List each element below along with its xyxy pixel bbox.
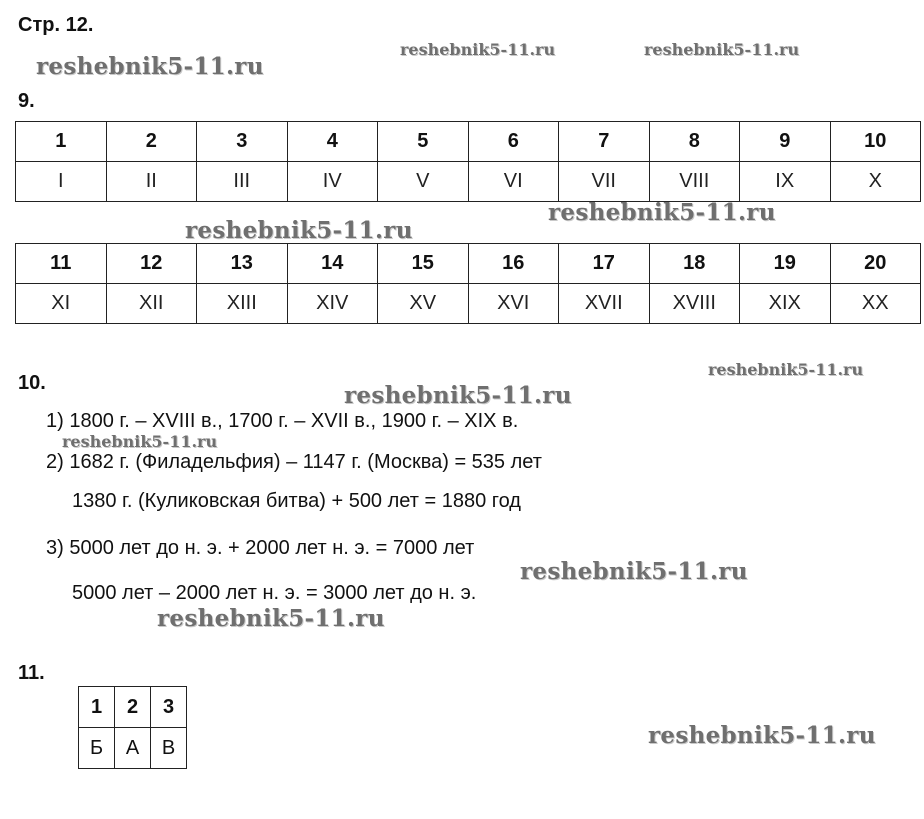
task-10-line-5: 5000 лет – 2000 лет н. э. = 3000 лет до н. э.	[72, 582, 477, 604]
answers-numbers-row	[79, 687, 187, 728]
table-cell: 17	[559, 244, 650, 284]
table-cell: 9	[740, 122, 831, 162]
task-10-line-3: 1380 г. (Куликовская битва) + 500 лет = 1880 год	[72, 490, 521, 512]
table-cell: 10	[830, 122, 921, 162]
watermark: reshebnik5-11.ru	[520, 558, 748, 585]
watermark: reshebnik5-11.ru	[708, 360, 864, 379]
table-cell: Б	[79, 728, 115, 769]
table-cell: V	[378, 162, 469, 202]
table-cell: X	[830, 162, 921, 202]
table-cell: VIII	[649, 162, 740, 202]
table-cell: 16	[468, 244, 559, 284]
table-cell: II	[106, 162, 197, 202]
table-cell: 1	[79, 687, 115, 728]
task-10-line-1: 1) 1800 г. – XVIII в., 1700 г. – XVII в., 1900 г. – XIX в.	[46, 410, 519, 432]
roman-table-1-numbers-row	[16, 122, 921, 162]
table-cell: IX	[740, 162, 831, 202]
table-cell: XVIII	[649, 284, 740, 324]
watermark: reshebnik5-11.ru	[400, 40, 556, 59]
table-cell: IV	[287, 162, 378, 202]
table-cell: 13	[197, 244, 288, 284]
roman-table-1	[15, 121, 921, 202]
watermark: reshebnik5-11.ru	[344, 382, 572, 409]
table-cell: А	[115, 728, 151, 769]
table-cell: III	[197, 162, 288, 202]
table-cell: 11	[16, 244, 107, 284]
table-cell: 3	[151, 687, 187, 728]
task-11-number: 11.	[18, 662, 45, 684]
task-10-number: 10.	[18, 372, 46, 394]
table-cell: XI	[16, 284, 107, 324]
answers-table	[78, 686, 187, 769]
watermark: reshebnik5-11.ru	[644, 40, 800, 59]
table-cell: 2	[106, 122, 197, 162]
page-label: Стр. 12.	[18, 14, 94, 36]
task-9-number: 9.	[18, 90, 35, 112]
table-cell: I	[16, 162, 107, 202]
roman-table-2-numbers-row	[16, 244, 921, 284]
roman-table-2	[15, 243, 921, 324]
table-cell: 18	[649, 244, 740, 284]
watermark: reshebnik5-11.ru	[62, 432, 218, 451]
table-cell: В	[151, 728, 187, 769]
table-cell: 19	[740, 244, 831, 284]
table-cell: 3	[197, 122, 288, 162]
watermark: reshebnik5-11.ru	[36, 53, 264, 80]
table-cell: XII	[106, 284, 197, 324]
table-cell: XVII	[559, 284, 650, 324]
table-cell: XX	[830, 284, 921, 324]
table-cell: 6	[468, 122, 559, 162]
watermark: reshebnik5-11.ru	[185, 217, 413, 244]
table-cell: 7	[559, 122, 650, 162]
table-cell: XIII	[197, 284, 288, 324]
table-cell: 1	[16, 122, 107, 162]
table-cell: 15	[378, 244, 469, 284]
table-cell: 5	[378, 122, 469, 162]
answers-letters-row	[79, 728, 187, 769]
watermark: reshebnik5-11.ru	[548, 199, 776, 226]
table-cell: 12	[106, 244, 197, 284]
roman-table-2-roman-row	[16, 284, 921, 324]
task-10-line-4: 3) 5000 лет до н. э. + 2000 лет н. э. = 7000 лет	[46, 537, 475, 559]
roman-table-1-roman-row	[16, 162, 921, 202]
table-cell: 8	[649, 122, 740, 162]
table-cell: 20	[830, 244, 921, 284]
watermark: reshebnik5-11.ru	[648, 722, 876, 749]
table-cell: XIV	[287, 284, 378, 324]
watermark: reshebnik5-11.ru	[157, 605, 385, 632]
table-cell: XV	[378, 284, 469, 324]
table-cell: XVI	[468, 284, 559, 324]
table-cell: 2	[115, 687, 151, 728]
table-cell: 4	[287, 122, 378, 162]
table-cell: 14	[287, 244, 378, 284]
task-10-line-2: 2) 1682 г. (Филадельфия) – 1147 г. (Москва) = 535 лет	[46, 451, 542, 473]
table-cell: VII	[559, 162, 650, 202]
table-cell: VI	[468, 162, 559, 202]
table-cell: XIX	[740, 284, 831, 324]
